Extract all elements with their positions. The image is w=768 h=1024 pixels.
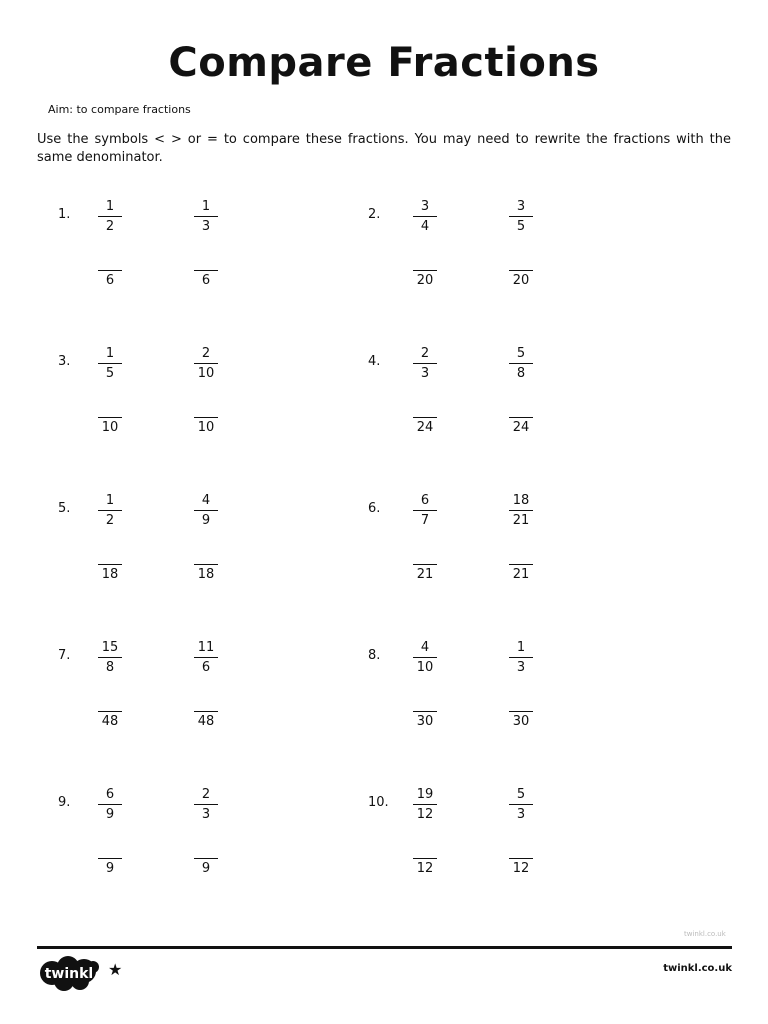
- fraction-bar: [194, 270, 218, 271]
- answer-fraction-a[interactable]: [98, 694, 122, 730]
- denominator: 3: [420, 366, 430, 381]
- star-icon: ★: [108, 960, 123, 979]
- numerator: 1: [105, 346, 115, 361]
- denominator: 10: [197, 366, 215, 381]
- fraction-a: [413, 640, 437, 676]
- numerator-blank[interactable]: [194, 547, 218, 563]
- answer-fraction-a[interactable]: [413, 694, 437, 730]
- denominator: 48: [197, 714, 215, 729]
- fraction-b: [509, 346, 533, 382]
- fraction-b: [194, 199, 218, 235]
- denominator: 48: [101, 714, 119, 729]
- fraction-bar: [413, 564, 437, 565]
- fraction-b: [194, 640, 218, 676]
- denominator: 24: [416, 420, 434, 435]
- denominator: 10: [416, 660, 434, 675]
- numerator-blank[interactable]: [413, 253, 437, 269]
- numerator-blank[interactable]: [194, 694, 218, 710]
- twinkl-logo: [38, 955, 100, 991]
- denominator: 6: [201, 273, 211, 288]
- fraction-bar: [509, 858, 533, 859]
- fraction-bar: [194, 363, 218, 364]
- answer-fraction-b[interactable]: [194, 694, 218, 730]
- numerator: 2: [201, 787, 211, 802]
- fraction-bar: [413, 858, 437, 859]
- fraction-b: [194, 346, 218, 382]
- numerator-blank[interactable]: [413, 547, 437, 563]
- denominator: 5: [105, 366, 115, 381]
- fraction-bar: [509, 363, 533, 364]
- problem-number: 10.: [368, 795, 389, 810]
- numerator: 5: [516, 787, 526, 802]
- answer-fraction-a[interactable]: [98, 547, 122, 583]
- numerator: 3: [420, 199, 430, 214]
- fraction-a: [98, 346, 122, 382]
- numerator-blank[interactable]: [509, 694, 533, 710]
- problem-2: [368, 199, 668, 299]
- fraction-b: [509, 493, 533, 529]
- numerator-blank[interactable]: [509, 547, 533, 563]
- denominator: 3: [516, 807, 526, 822]
- answer-fraction-b[interactable]: [509, 547, 533, 583]
- problem-9: [58, 787, 358, 887]
- denominator: 20: [512, 273, 530, 288]
- numerator-blank[interactable]: [194, 841, 218, 857]
- numerator: 2: [420, 346, 430, 361]
- numerator-blank[interactable]: [413, 841, 437, 857]
- fraction-a: [413, 346, 437, 382]
- denominator: 2: [105, 219, 115, 234]
- instructions: Use the symbols < > or = to compare these fractions. You may need to rewrite the fractions with the same denominator.: [37, 132, 731, 165]
- numerator: 6: [420, 493, 430, 508]
- numerator-blank[interactable]: [98, 841, 122, 857]
- denominator: 9: [201, 861, 211, 876]
- site-url: twinkl.co.uk: [663, 963, 732, 974]
- problem-7: [58, 640, 358, 740]
- numerator-blank[interactable]: [98, 547, 122, 563]
- denominator: 3: [516, 660, 526, 675]
- fraction-bar: [413, 417, 437, 418]
- fraction-bar: [194, 564, 218, 565]
- numerator: 6: [105, 787, 115, 802]
- denominator: 5: [516, 219, 526, 234]
- denominator: 9: [105, 861, 115, 876]
- fraction-a: [413, 493, 437, 529]
- fraction-bar: [194, 858, 218, 859]
- fraction-bar: [413, 510, 437, 511]
- denominator: 9: [201, 513, 211, 528]
- denominator: 18: [101, 567, 119, 582]
- fraction-bar: [98, 363, 122, 364]
- answer-fraction-a[interactable]: [98, 253, 122, 289]
- numerator-blank[interactable]: [509, 841, 533, 857]
- fraction-a: [413, 787, 437, 823]
- answer-fraction-b[interactable]: [509, 841, 533, 877]
- denominator: 24: [512, 420, 530, 435]
- denominator: 21: [416, 567, 434, 582]
- problem-10: [368, 787, 668, 887]
- fraction-bar: [98, 417, 122, 418]
- fraction-b: [509, 787, 533, 823]
- numerator: 2: [201, 346, 211, 361]
- fraction-bar: [98, 510, 122, 511]
- fraction-bar: [98, 711, 122, 712]
- answer-fraction-b[interactable]: [194, 253, 218, 289]
- numerator-blank[interactable]: [194, 400, 218, 416]
- numerator-blank[interactable]: [98, 694, 122, 710]
- answer-fraction-a[interactable]: [98, 841, 122, 877]
- denominator: 4: [420, 219, 430, 234]
- numerator-blank[interactable]: [509, 400, 533, 416]
- problem-number: 5.: [58, 501, 71, 516]
- fraction-bar: [194, 804, 218, 805]
- fraction-bar: [413, 804, 437, 805]
- fraction-bar: [509, 417, 533, 418]
- problem-number: 7.: [58, 648, 71, 663]
- denominator: 20: [416, 273, 434, 288]
- fraction-bar: [413, 216, 437, 217]
- answer-fraction-b[interactable]: [194, 400, 218, 436]
- numerator: 5: [516, 346, 526, 361]
- fraction-bar: [194, 510, 218, 511]
- numerator: 3: [516, 199, 526, 214]
- fraction-bar: [98, 858, 122, 859]
- fraction-bar: [509, 711, 533, 712]
- numerator: 1: [201, 199, 211, 214]
- denominator: 7: [420, 513, 430, 528]
- problem-number: 9.: [58, 795, 71, 810]
- problem-number: 1.: [58, 207, 71, 222]
- denominator: 21: [512, 567, 530, 582]
- fraction-b: [509, 199, 533, 235]
- answer-fraction-b[interactable]: [194, 841, 218, 877]
- fraction-bar: [413, 657, 437, 658]
- numerator: 19: [416, 787, 434, 802]
- denominator: 6: [201, 660, 211, 675]
- denominator: 12: [416, 861, 434, 876]
- fraction-b: [194, 787, 218, 823]
- answer-fraction-a[interactable]: [98, 400, 122, 436]
- numerator: 11: [197, 640, 215, 655]
- denominator: 8: [105, 660, 115, 675]
- fraction-bar: [509, 564, 533, 565]
- problem-5: [58, 493, 358, 593]
- fraction-bar: [98, 216, 122, 217]
- fraction-bar: [509, 510, 533, 511]
- denominator: 30: [416, 714, 434, 729]
- fraction-a: [98, 493, 122, 529]
- problem-4: [368, 346, 668, 446]
- fraction-bar: [509, 216, 533, 217]
- answer-fraction-b[interactable]: [194, 547, 218, 583]
- footer-divider: [37, 946, 732, 949]
- denominator: 2: [105, 513, 115, 528]
- fraction-a: [413, 199, 437, 235]
- denominator: 12: [416, 807, 434, 822]
- fraction-b: [194, 493, 218, 529]
- fraction-bar: [194, 216, 218, 217]
- denominator: 6: [105, 273, 115, 288]
- denominator: 10: [101, 420, 119, 435]
- problem-6: [368, 493, 668, 593]
- aim-text: Aim: to compare fractions: [48, 103, 191, 116]
- watermark: twinkl.co.uk: [684, 930, 726, 938]
- fraction-b: [509, 640, 533, 676]
- problem-8: [368, 640, 668, 740]
- numerator-blank[interactable]: [413, 694, 437, 710]
- answer-fraction-a[interactable]: [413, 547, 437, 583]
- fraction-bar: [509, 657, 533, 658]
- fraction-bar: [194, 417, 218, 418]
- fraction-a: [98, 787, 122, 823]
- fraction-bar: [194, 711, 218, 712]
- fraction-bar: [98, 657, 122, 658]
- denominator: 9: [105, 807, 115, 822]
- numerator: 15: [101, 640, 119, 655]
- svg-text:twinkl: twinkl: [44, 966, 94, 982]
- fraction-bar: [413, 270, 437, 271]
- fraction-bar: [98, 564, 122, 565]
- denominator: 30: [512, 714, 530, 729]
- denominator: 3: [201, 807, 211, 822]
- problem-number: 3.: [58, 354, 71, 369]
- answer-fraction-b[interactable]: [509, 253, 533, 289]
- denominator: 21: [512, 513, 530, 528]
- numerator: 1: [516, 640, 526, 655]
- problem-number: 6.: [368, 501, 381, 516]
- denominator: 18: [197, 567, 215, 582]
- numerator: 4: [201, 493, 211, 508]
- numerator-blank[interactable]: [98, 253, 122, 269]
- denominator: 3: [201, 219, 211, 234]
- numerator: 18: [512, 493, 530, 508]
- numerator-blank[interactable]: [98, 400, 122, 416]
- answer-fraction-b[interactable]: [509, 400, 533, 436]
- problem-3: [58, 346, 358, 446]
- fraction-a: [98, 199, 122, 235]
- problem-number: 2.: [368, 207, 381, 222]
- numerator: 1: [105, 199, 115, 214]
- fraction-bar: [413, 363, 437, 364]
- fraction-bar: [194, 657, 218, 658]
- answer-fraction-a[interactable]: [413, 841, 437, 877]
- answer-fraction-a[interactable]: [413, 253, 437, 289]
- fraction-bar: [509, 804, 533, 805]
- denominator: 12: [512, 861, 530, 876]
- problem-number: 4.: [368, 354, 381, 369]
- fraction-bar: [98, 804, 122, 805]
- fraction-bar: [413, 711, 437, 712]
- denominator: 8: [516, 366, 526, 381]
- numerator: 4: [420, 640, 430, 655]
- numerator-blank[interactable]: [194, 253, 218, 269]
- answer-fraction-a[interactable]: [413, 400, 437, 436]
- problem-number: 8.: [368, 648, 381, 663]
- fraction-bar: [509, 270, 533, 271]
- numerator-blank[interactable]: [413, 400, 437, 416]
- page-title: Compare Fractions: [168, 40, 600, 86]
- numerator-blank[interactable]: [509, 253, 533, 269]
- fraction-a: [98, 640, 122, 676]
- fraction-bar: [98, 270, 122, 271]
- numerator: 1: [105, 493, 115, 508]
- denominator: 10: [197, 420, 215, 435]
- answer-fraction-b[interactable]: [509, 694, 533, 730]
- problem-1: [58, 199, 358, 299]
